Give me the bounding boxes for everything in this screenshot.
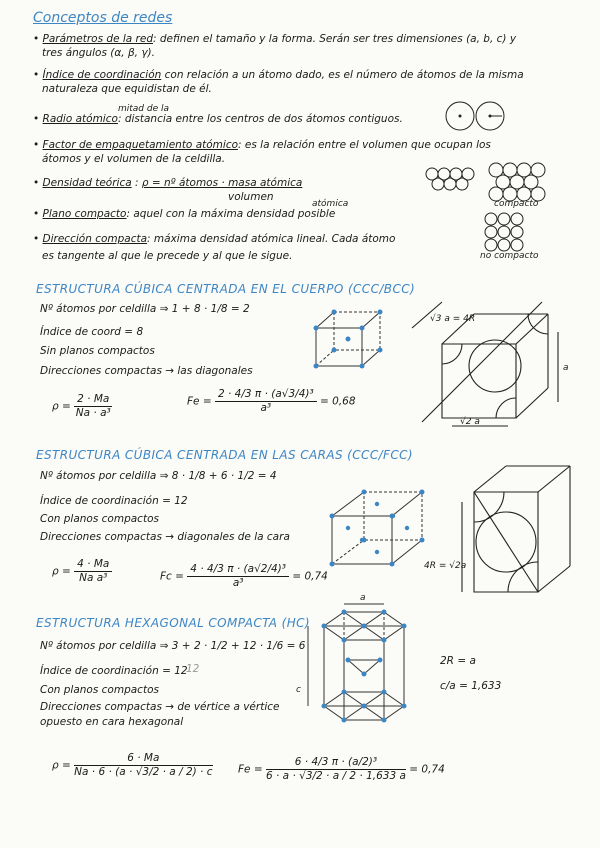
- density-den: volumen: [228, 191, 274, 203]
- hc-coord: Índice de coordinación = 12: [40, 665, 188, 677]
- compact-sketch: [488, 162, 544, 198]
- hc-fe-num: 6 · 4/3 π · (a/2)³: [266, 756, 406, 770]
- fcc-rho: [52, 558, 112, 585]
- density-label: Densidad teórica: [42, 177, 132, 189]
- hc-side-note-1: 2R = a: [440, 655, 476, 667]
- bcc-rho-num: 2 · Ma: [74, 393, 112, 407]
- bcc-fe: [187, 388, 356, 415]
- radius-sketch: [444, 100, 514, 136]
- fcc-rho-num: 4 · Ma: [74, 558, 112, 572]
- hc-dirs-2: opuesto en cara hexagonal: [40, 716, 184, 728]
- plane-label: Plano compacto: [42, 208, 127, 220]
- packing-text-2: átomos y el volumen de la celdilla.: [42, 153, 226, 165]
- fcc-label-side: 4R = √2a: [424, 561, 467, 571]
- noncompact-label: no compacto: [480, 251, 539, 261]
- density-item: • Densidad teórica : ρ = nº átomos · masa atómica: [33, 177, 303, 189]
- bcc-coord: Índice de coord = 8: [40, 326, 144, 338]
- fcc-dirs: Direcciones compactas → diagonales de la cara: [40, 531, 290, 543]
- fcc-atoms: Nº átomos por celdilla ⇒ 8 · 1/8 + 6 · 1/2 = 4: [40, 470, 277, 482]
- packing-item: • Factor de empaquetamiento atómico: es la relación entre el volumen que ocupan los: [33, 139, 491, 151]
- bcc-atoms: Nº átomos por celdilla ⇒ 1 + 8 · 1/8 = 2: [40, 303, 250, 315]
- coord-label: Índice de coordinación: [42, 69, 162, 81]
- fcc-rho-lhs: ρ =: [52, 565, 71, 578]
- noncompact-sketch: [484, 212, 530, 252]
- hc-rho-num: 6 · Ma: [74, 752, 212, 766]
- packing-text: : es la relación entre el volumen que ocupan los: [238, 139, 491, 151]
- coord-text-2: naturaleza que equidistan de él.: [42, 83, 212, 95]
- fcc-rho-den: Na a³: [79, 572, 108, 584]
- coord-item: • Índice de coordinación con relación a un átomo dado, es el número de átomos de la misma: [33, 69, 524, 81]
- hc-fe: [238, 756, 445, 783]
- hc-heading: ESTRUCTURA HEXAGONAL COMPACTA (HC): [36, 616, 310, 630]
- bcc-label-face: √2 a: [460, 417, 480, 427]
- bcc-dirs: Direcciones compactas → las diagonales: [40, 365, 253, 377]
- radius-text: : distancia entre los centros de dos átomos contiguos.: [117, 113, 403, 125]
- hc-side-note-2: c/a = 1,633: [440, 680, 502, 692]
- radius-item: • Radio atómico: distancia entre los centros de dos átomos contiguos.: [33, 113, 403, 125]
- plane-item: • Plano compacto: aquel con la máxima densidad posible: [33, 208, 336, 220]
- params-text-2: tres ángulos (α, β, γ).: [42, 47, 155, 59]
- radius-note: mitad de la: [118, 104, 170, 114]
- params-label: Parámetros de la red: [42, 33, 153, 45]
- compact-label: compacto: [494, 199, 539, 209]
- bcc-planes: Sin planos compactos: [40, 345, 155, 357]
- page-title: Conceptos de redes: [33, 10, 173, 26]
- fcc-sphere-cube-diagram: [448, 462, 588, 602]
- hc-fe-lhs: Fe =: [238, 763, 263, 776]
- bcc-rho-lhs: ρ =: [52, 400, 71, 413]
- hc-rho-lhs: ρ =: [52, 759, 71, 772]
- bcc-label-diag: √3 a = 4R: [430, 314, 476, 324]
- packing-label: Factor de empaquetamiento atómico: [42, 139, 239, 151]
- params-text: : definen el tamaño y la forma. Serán ser tres dimensiones (a, b, c) y: [153, 33, 517, 45]
- density-formula: ρ = nº átomos · masa atómica: [141, 177, 303, 189]
- bcc-heading: ESTRUCTURA CÚBICA CENTRADA EN EL CUERPO (CCC/BCC): [36, 282, 416, 296]
- dir-text-2: es tangente al que le precede y al que le sigue.: [42, 250, 293, 262]
- plane-note: atómica: [312, 199, 349, 209]
- hc-fe-val: = 0,74: [409, 763, 445, 776]
- bcc-label-a: a: [563, 363, 569, 373]
- hc-rho: [52, 752, 213, 779]
- hc-planes: Con planos compactos: [40, 684, 159, 696]
- fcc-fe-val: = 0,74: [292, 570, 328, 583]
- dir-text: : máxima densidad atómica lineal. Cada átomo: [147, 233, 396, 245]
- fcc-planes: Con planos compactos: [40, 513, 159, 525]
- bcc-cube-diagram: [312, 308, 388, 368]
- bcc-rho: [52, 393, 112, 420]
- fcc-fe-num: 4 · 4/3 π · (a√2/4)³: [187, 563, 289, 577]
- dir-item: • Dirección compacta: máxima densidad atómica lineal. Cada átomo: [33, 233, 396, 245]
- plane-text: : aquel con la máxima densidad posible: [126, 208, 336, 220]
- radius-label: Radio atómico: [42, 113, 118, 125]
- fcc-fe-den: a³: [232, 577, 244, 589]
- hc-rho-den: Na · 6 · (a · √3/2 · a / 2) · c: [74, 766, 213, 778]
- params-item: • Parámetros de la red: definen el tamaño y la forma. Serán ser tres dimensiones (a, b, c) y: [33, 33, 517, 45]
- coord-text: con relación a un átomo dado, es el número de átomos de la misma: [161, 69, 524, 81]
- fcc-fe-lhs: Fc =: [160, 570, 184, 583]
- fcc-cube-diagram: [328, 488, 428, 568]
- hc-fe-den: 6 · a · √3/2 · a / 2 · 1,633 a: [265, 770, 406, 782]
- fcc-fe: [160, 563, 328, 590]
- fcc-coord: Índice de coordinación = 12: [40, 495, 188, 507]
- bcc-fe-den: a³: [260, 402, 272, 414]
- bcc-fe-lhs: Fe =: [187, 395, 212, 408]
- hc-coord-note: 12: [186, 663, 200, 675]
- hc-atoms: Nº átomos por celdilla ⇒ 3 + 2 · 1/2 + 12 · 1/6 = 6: [40, 640, 306, 652]
- bcc-fe-num: 2 · 4/3 π · (a√3/4)³: [215, 388, 317, 402]
- fcc-heading: ESTRUCTURA CÚBICA CENTRADA EN LAS CARAS (CCC/FCC): [36, 448, 413, 462]
- packing-sketch: [424, 166, 478, 194]
- hc-dirs: Direcciones compactas → de vértice a vértice: [40, 701, 280, 713]
- hc-label-c: c: [296, 685, 301, 695]
- hc-prism-diagram: [300, 602, 416, 728]
- bcc-fe-val: = 0,68: [320, 395, 356, 408]
- bcc-rho-den: Na · a³: [75, 407, 111, 419]
- hc-label-a: a: [360, 593, 366, 603]
- dir-label: Dirección compacta: [42, 233, 148, 245]
